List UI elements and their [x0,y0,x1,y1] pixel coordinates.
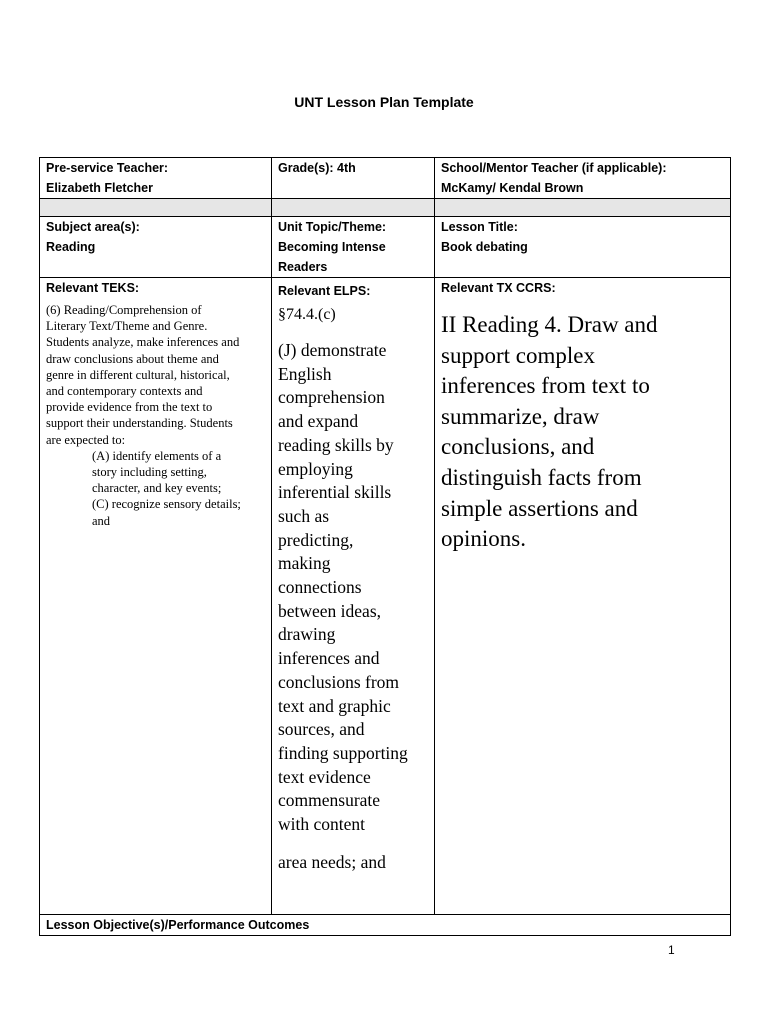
teacher-info-row [40,158,731,199]
teks-indented-line: (A) identify elements of a [92,448,222,463]
elps-line: inferential skills [278,482,392,503]
elps-line: sources, and [278,719,365,740]
shaded-spacer-row [40,199,731,217]
elps-line: making [278,553,331,574]
teks-line: support their understanding. Students [46,416,233,431]
ccrs-line: opinions. [441,526,526,552]
objectives-row [40,915,731,936]
elps-line: reading skills by [278,434,394,455]
elps-line: conclusions from [278,671,400,692]
elps-tail-line: area needs; and [278,851,386,872]
elps-text [272,325,434,837]
elps-line: inferences and [278,648,380,669]
teks-line: draw conclusions about theme and [46,351,219,366]
subject-label: Subject area(s): [46,220,140,234]
teacher-name: Elizabeth Fletcher [46,181,153,195]
subject-row [40,217,731,278]
elps-line: connections [278,577,362,598]
teacher-cell [40,158,272,199]
elps-line: finding supporting [278,742,408,763]
elps-line: text evidence [278,766,371,787]
elps-line: employing [278,458,353,479]
spacer-cell-3 [435,199,731,217]
ccrs-cell [435,278,731,915]
elps-line: and expand [278,411,359,432]
mentor-label: School/Mentor Teacher (if applicable): [441,161,667,175]
grade-cell [272,158,435,199]
elps-line: text and graphic [278,695,391,716]
lesson-title-label: Lesson Title: [441,220,518,234]
teks-indented-line: character, and key events; [92,481,222,496]
topic-label: Unit Topic/Theme: [278,220,387,234]
topic-value-line2: Readers [278,260,328,274]
lesson-title-value: Book debating [441,240,528,254]
ccrs-line: conclusions, and [441,434,595,460]
elps-line: such as [278,505,330,526]
elps-line: with content [278,814,365,835]
teacher-label: Pre-service Teacher: [46,161,169,175]
teks-line: Literary Text/Theme and Genre. [46,319,208,334]
teks-line: Students analyze, make inferences and [46,335,240,350]
teks-label: Relevant TEKS: [46,281,140,295]
ccrs-line: summarize, draw [441,403,600,429]
elps-code: §74.4.(c) [278,306,336,323]
teks-line: are expected to: [46,432,126,447]
objectives-cell [40,915,731,936]
teks-cell [40,278,272,915]
mentor-name: McKamy/ Kendal Brown [441,181,584,195]
lesson-plan-table [39,157,731,936]
elps-line: drawing [278,624,336,645]
objectives-label: Lesson Objective(s)/Performance Outcomes [46,918,310,932]
elps-line: comprehension [278,387,385,408]
page-number: 1 [668,943,675,957]
teks-indented-line: story including setting, [92,465,207,480]
lesson-title-cell [435,217,731,278]
ccrs-line: inferences from text to [441,373,650,399]
elps-label: Relevant ELPS: [278,284,371,298]
ccrs-line: support complex [441,342,595,368]
elps-line: predicting, [278,529,354,550]
mentor-cell [435,158,731,199]
elps-line: (J) demonstrate [278,340,387,360]
elps-line: commensurate [278,790,381,811]
subject-cell [40,217,272,278]
teks-line: and contemporary contexts and [46,384,203,399]
teks-line: provide evidence from the text to [46,400,213,415]
spacer-cell-1 [40,199,272,217]
elps-line: English [278,363,332,384]
teks-text [40,298,271,529]
teks-indented-line: and [92,513,111,528]
ccrs-line: simple assertions and [441,495,638,521]
elps-cell [272,278,435,915]
spacer-cell-2 [272,199,435,217]
grade-label: Grade(s): 4th [278,161,356,175]
ccrs-label: Relevant TX CCRS: [441,281,556,295]
topic-cell [272,217,435,278]
standards-row [40,278,731,915]
teks-indented-line: (C) recognize sensory details; [92,497,241,512]
page-title: UNT Lesson Plan Template [294,94,474,110]
topic-value-line1: Becoming Intense [278,240,386,254]
subject-value: Reading [46,240,96,254]
elps-line: between ideas, [278,600,382,621]
ccrs-line: II Reading 4. Draw and [441,312,658,337]
teks-line: (6) Reading/Comprehension of [46,303,202,317]
ccrs-text [435,298,730,555]
ccrs-line: distinguish facts from [441,464,642,490]
teks-line: genre in different cultural, historical, [46,367,230,382]
